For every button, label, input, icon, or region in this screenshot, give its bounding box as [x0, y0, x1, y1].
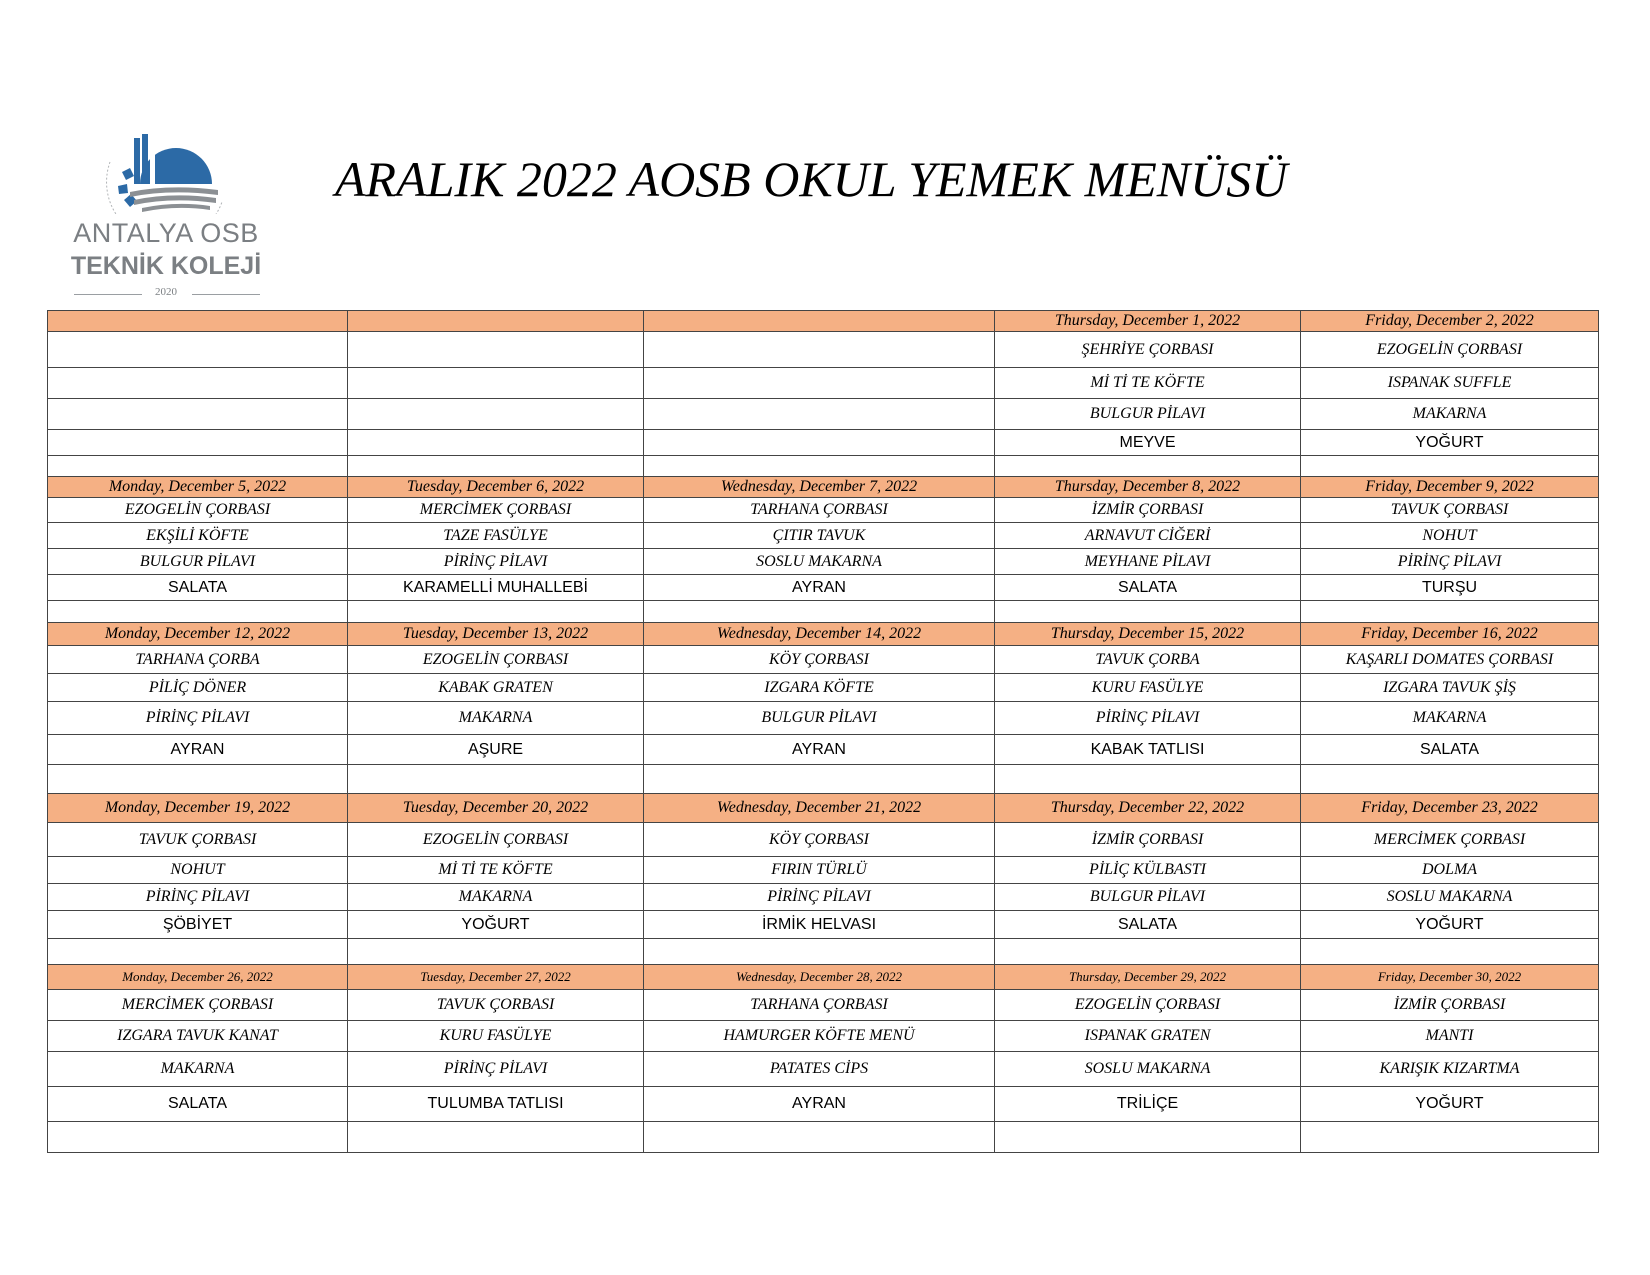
dish-cell: PİRİNÇ PİLAVI [48, 702, 348, 735]
dish-cell: YOĞURT [1301, 430, 1599, 456]
day-header-cell: Friday, December 16, 2022 [1301, 623, 1599, 646]
empty-cell [995, 601, 1301, 623]
dish-cell: TURŞU [1301, 575, 1599, 601]
spacer-row [48, 601, 1599, 623]
empty-cell [48, 456, 348, 477]
dish-cell: IZGARA TAVUK ŞİŞ [1301, 674, 1599, 702]
day-header-cell: Monday, December 5, 2022 [48, 477, 348, 498]
dish-cell: YOĞURT [1301, 1087, 1599, 1122]
menu-row [48, 332, 1599, 368]
dish-cell [48, 430, 348, 456]
day-header-cell: Thursday, December 22, 2022 [995, 794, 1301, 823]
dish-cell: SOSLU MAKARNA [1301, 884, 1599, 911]
day-header-cell: Friday, December 9, 2022 [1301, 477, 1599, 498]
dish-cell [48, 368, 348, 399]
day-header-cell: Monday, December 26, 2022 [48, 965, 348, 990]
spacer-row [48, 456, 1599, 477]
dish-cell: PİRİNÇ PİLAVI [1301, 549, 1599, 575]
dish-cell [348, 332, 644, 368]
day-header-cell: Tuesday, December 13, 2022 [348, 623, 644, 646]
menu-row [48, 1052, 1599, 1087]
dish-cell [644, 430, 995, 456]
dish-cell: PATATES CİPS [644, 1052, 995, 1087]
empty-cell [995, 456, 1301, 477]
dish-cell: KAŞARLI DOMATES ÇORBASI [1301, 646, 1599, 674]
dish-cell [348, 399, 644, 430]
dish-cell: BULGUR PİLAVI [48, 549, 348, 575]
dish-cell: AYRAN [48, 735, 348, 765]
day-header-cell [644, 311, 995, 332]
dish-cell: HAMURGER KÖFTE MENÜ [644, 1021, 995, 1052]
empty-cell [644, 939, 995, 965]
menu-row [48, 399, 1599, 430]
dish-cell: SOSLU MAKARNA [644, 549, 995, 575]
dish-cell: ISPANAK SUFFLE [1301, 368, 1599, 399]
empty-cell [1301, 456, 1599, 477]
dish-cell: ŞEHRİYE ÇORBASI [995, 332, 1301, 368]
menu-row [48, 1087, 1599, 1122]
dish-cell: AŞURE [348, 735, 644, 765]
spacer-row [48, 765, 1599, 794]
dish-cell: KABAK TATLISI [995, 735, 1301, 765]
empty-cell [1301, 765, 1599, 794]
dish-cell: MAKARNA [348, 702, 644, 735]
empty-cell [995, 765, 1301, 794]
day-header-cell: Wednesday, December 14, 2022 [644, 623, 995, 646]
dish-cell: MAKARNA [1301, 702, 1599, 735]
day-header-cell: Wednesday, December 21, 2022 [644, 794, 995, 823]
dish-cell: İZMİR ÇORBASI [995, 823, 1301, 857]
dish-cell: DOLMA [1301, 857, 1599, 884]
empty-cell [348, 939, 644, 965]
dish-cell: KÖY ÇORBASI [644, 823, 995, 857]
dish-cell: İRMİK HELVASI [644, 911, 995, 939]
dish-cell: BULGUR PİLAVI [995, 884, 1301, 911]
menu-row [48, 646, 1599, 674]
dish-cell: MERCİMEK ÇORBASI [48, 990, 348, 1021]
menu-row [48, 575, 1599, 601]
dish-cell: AYRAN [644, 735, 995, 765]
dish-cell: ÇITIR TAVUK [644, 523, 995, 549]
dish-cell: İZMİR ÇORBASI [1301, 990, 1599, 1021]
dish-cell: MEYHANE PİLAVI [995, 549, 1301, 575]
day-header-row [48, 794, 1599, 823]
dish-cell: MAKARNA [348, 884, 644, 911]
day-header-cell: Monday, December 19, 2022 [48, 794, 348, 823]
dish-cell: SALATA [48, 575, 348, 601]
empty-cell [348, 1122, 644, 1153]
logo-school-name: ANTALYA OSB [73, 218, 259, 248]
empty-cell [348, 601, 644, 623]
empty-cell [348, 765, 644, 794]
dish-cell: EZOGELİN ÇORBASI [48, 498, 348, 523]
dish-cell: PİRİNÇ PİLAVI [48, 884, 348, 911]
dish-cell: TARHANA ÇORBASI [644, 498, 995, 523]
dish-cell: IZGARA TAVUK KANAT [48, 1021, 348, 1052]
day-header-cell: Thursday, December 8, 2022 [995, 477, 1301, 498]
menu-row [48, 523, 1599, 549]
logo-school-type: TEKNİK KOLEJİ [70, 252, 262, 280]
menu-row [48, 857, 1599, 884]
menu-row [48, 702, 1599, 735]
dish-cell: NOHUT [1301, 523, 1599, 549]
spacer-row [48, 1122, 1599, 1153]
day-header-cell: Thursday, December 15, 2022 [995, 623, 1301, 646]
dish-cell: IZGARA KÖFTE [644, 674, 995, 702]
osb-emblem-icon [100, 132, 230, 214]
dish-cell: İZMİR ÇORBASI [995, 498, 1301, 523]
dish-cell: AYRAN [644, 1087, 995, 1122]
dish-cell: NOHUT [48, 857, 348, 884]
dish-cell: TAVUK ÇORBASI [1301, 498, 1599, 523]
empty-cell [995, 939, 1301, 965]
day-header-cell: Wednesday, December 7, 2022 [644, 477, 995, 498]
dish-cell [644, 399, 995, 430]
dish-cell: PİLİÇ DÖNER [48, 674, 348, 702]
dish-cell: SALATA [1301, 735, 1599, 765]
dish-cell: BULGUR PİLAVI [644, 702, 995, 735]
day-header-cell: Thursday, December 29, 2022 [995, 965, 1301, 990]
day-header-cell [348, 311, 644, 332]
menu-row [48, 911, 1599, 939]
empty-cell [48, 939, 348, 965]
day-header-cell: Friday, December 23, 2022 [1301, 794, 1599, 823]
empty-cell [995, 1122, 1301, 1153]
dish-cell: SALATA [48, 1087, 348, 1122]
dish-cell: TARHANA ÇORBA [48, 646, 348, 674]
day-header-row [48, 311, 1599, 332]
empty-cell [644, 765, 995, 794]
dish-cell: KABAK GRATEN [348, 674, 644, 702]
dish-cell: TAVUK ÇORBASI [348, 990, 644, 1021]
day-header-cell: Thursday, December 1, 2022 [995, 311, 1301, 332]
menu-row [48, 498, 1599, 523]
empty-cell [1301, 601, 1599, 623]
dish-cell: YOĞURT [1301, 911, 1599, 939]
empty-cell [1301, 1122, 1599, 1153]
dish-cell: TARHANA ÇORBASI [644, 990, 995, 1021]
dish-cell: MAKARNA [48, 1052, 348, 1087]
menu-row [48, 549, 1599, 575]
dish-cell: MERCİMEK ÇORBASI [1301, 823, 1599, 857]
empty-cell [48, 1122, 348, 1153]
dish-cell: TAVUK ÇORBA [995, 646, 1301, 674]
page-title: ARALIK 2022 AOSB OKUL YEMEK MENÜSÜ [335, 151, 1288, 207]
spacer-row [48, 939, 1599, 965]
dish-cell: TULUMBA TATLISI [348, 1087, 644, 1122]
day-header-row [48, 623, 1599, 646]
menu-row [48, 1021, 1599, 1052]
dish-cell: BULGUR PİLAVI [995, 399, 1301, 430]
logo-divider-left [74, 294, 142, 295]
empty-cell [644, 1122, 995, 1153]
dish-cell: KARAMELLİ MUHALLEBİ [348, 575, 644, 601]
dish-cell [644, 332, 995, 368]
dish-cell: Mİ Tİ TE KÖFTE [995, 368, 1301, 399]
dish-cell: TAZE FASÜLYE [348, 523, 644, 549]
dish-cell: MEYVE [995, 430, 1301, 456]
dish-cell: EZOGELİN ÇORBASI [348, 823, 644, 857]
dish-cell: PİRİNÇ PİLAVI [995, 702, 1301, 735]
empty-cell [48, 765, 348, 794]
dish-cell: ISPANAK GRATEN [995, 1021, 1301, 1052]
dish-cell: SALATA [995, 911, 1301, 939]
dish-cell: MERCİMEK ÇORBASI [348, 498, 644, 523]
day-header-cell: Friday, December 2, 2022 [1301, 311, 1599, 332]
dish-cell: PİLİÇ KÜLBASTI [995, 857, 1301, 884]
dish-cell: EZOGELİN ÇORBASI [348, 646, 644, 674]
dish-cell: SALATA [995, 575, 1301, 601]
dish-cell: SOSLU MAKARNA [995, 1052, 1301, 1087]
dish-cell: Mİ Tİ TE KÖFTE [348, 857, 644, 884]
dish-cell [48, 399, 348, 430]
school-logo [62, 132, 262, 302]
day-header-row [48, 477, 1599, 498]
dish-cell: MAKARNA [1301, 399, 1599, 430]
dish-cell [348, 430, 644, 456]
menu-row [48, 674, 1599, 702]
menu-row [48, 990, 1599, 1021]
dish-cell: ARNAVUT CİĞERİ [995, 523, 1301, 549]
dish-cell: TAVUK ÇORBASI [48, 823, 348, 857]
dish-cell: EZOGELİN ÇORBASI [995, 990, 1301, 1021]
dish-cell: PİRİNÇ PİLAVI [644, 884, 995, 911]
menu-row [48, 823, 1599, 857]
logo-divider-right [192, 294, 260, 295]
dish-cell: PİRİNÇ PİLAVI [348, 549, 644, 575]
empty-cell [644, 456, 995, 477]
logo-year: 2020 [155, 286, 177, 298]
dish-cell: FIRIN TÜRLÜ [644, 857, 995, 884]
day-header-cell: Tuesday, December 6, 2022 [348, 477, 644, 498]
day-header-cell: Friday, December 30, 2022 [1301, 965, 1599, 990]
dish-cell: MANTI [1301, 1021, 1599, 1052]
day-header-cell: Wednesday, December 28, 2022 [644, 965, 995, 990]
dish-cell: KURU FASÜLYE [995, 674, 1301, 702]
dish-cell: KURU FASÜLYE [348, 1021, 644, 1052]
dish-cell: TRİLİÇE [995, 1087, 1301, 1122]
dish-cell: KARIŞIK KIZARTMA [1301, 1052, 1599, 1087]
menu-row [48, 884, 1599, 911]
dish-cell: YOĞURT [348, 911, 644, 939]
dish-cell [348, 368, 644, 399]
empty-cell [48, 601, 348, 623]
dish-cell: KÖY ÇORBASI [644, 646, 995, 674]
dish-cell: ŞÖBİYET [48, 911, 348, 939]
empty-cell [1301, 939, 1599, 965]
dish-cell [644, 368, 995, 399]
empty-cell [348, 456, 644, 477]
day-header-cell [48, 311, 348, 332]
day-header-cell: Tuesday, December 20, 2022 [348, 794, 644, 823]
dish-cell: AYRAN [644, 575, 995, 601]
dish-cell: EZOGELİN ÇORBASI [1301, 332, 1599, 368]
menu-table [47, 310, 1599, 1153]
dish-cell [48, 332, 348, 368]
day-header-cell: Monday, December 12, 2022 [48, 623, 348, 646]
dish-cell: PİRİNÇ PİLAVI [348, 1052, 644, 1087]
menu-row [48, 430, 1599, 456]
day-header-cell: Tuesday, December 27, 2022 [348, 965, 644, 990]
menu-row [48, 735, 1599, 765]
empty-cell [644, 601, 995, 623]
day-header-row [48, 965, 1599, 990]
dish-cell: EKŞİLİ KÖFTE [48, 523, 348, 549]
menu-row [48, 368, 1599, 399]
